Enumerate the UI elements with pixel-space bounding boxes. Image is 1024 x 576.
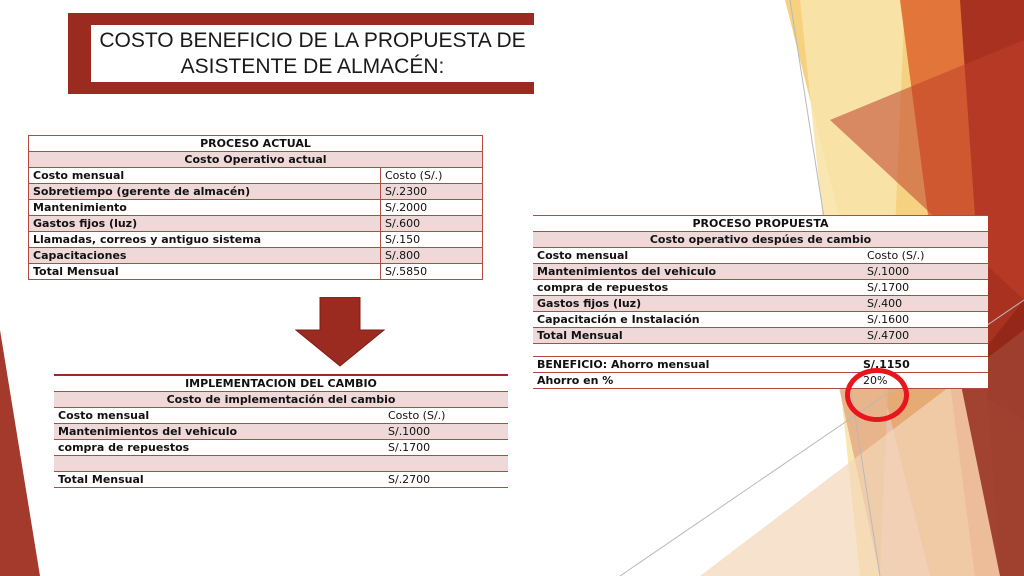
table-row-empty: [54, 456, 508, 472]
table-col-row: [533, 248, 988, 264]
table-total-row: [29, 264, 483, 280]
row-label: compra de repuestos: [54, 440, 384, 456]
row-value: S/.150: [381, 232, 483, 248]
table-row: [533, 280, 988, 296]
row-value: S/.5850: [381, 264, 483, 280]
row-label: Gastos fijos (luz): [533, 296, 863, 312]
beneficio-row: [533, 357, 988, 373]
row-value: S/.1000: [384, 424, 508, 440]
table-subheader-row: [29, 152, 483, 168]
title-line-2: ASISTENTE DE ALMACÉN:: [180, 54, 445, 78]
row-label: Total Mensual: [54, 472, 384, 488]
proceso-propuesta-table: [533, 215, 988, 389]
table-row: [533, 312, 988, 328]
row-label: Total Mensual: [29, 264, 381, 280]
row-value: S/.1600: [863, 312, 988, 328]
beneficio-value: S/.1150: [863, 357, 988, 373]
row-value: S/.2300: [381, 184, 483, 200]
implementacion-table: [54, 374, 508, 488]
proceso-actual-table: [28, 135, 483, 280]
ahorro-value: 20%: [863, 373, 988, 389]
table-header-row: [54, 375, 508, 392]
row-value: S/.1000: [863, 264, 988, 280]
col-costo-mensual: Costo mensual: [54, 408, 384, 424]
table-subheader: Costo de implementación del cambio: [54, 392, 508, 408]
table-col-row: [54, 408, 508, 424]
row-label: Mantenimientos del vehiculo: [533, 264, 863, 280]
table-row: [29, 200, 483, 216]
spacer: [533, 344, 863, 357]
col-costo-mensual: Costo mensual: [29, 168, 381, 184]
table-header: PROCESO PROPUESTA: [533, 216, 988, 232]
table-row: [54, 440, 508, 456]
row-label: Gastos fijos (luz): [29, 216, 381, 232]
row-value: S/.800: [381, 248, 483, 264]
row-value: S/.1700: [863, 280, 988, 296]
col-costo-soles: Costo (S/.): [863, 248, 988, 264]
row-label: Total Mensual: [533, 328, 863, 344]
table-header-row: [533, 216, 988, 232]
table-subheader: Costo operativo despúes de cambio: [533, 232, 988, 248]
beneficio-label: BENEFICIO: Ahorro mensual: [533, 357, 863, 373]
table-row: [533, 264, 988, 280]
table-row: [29, 248, 483, 264]
table-subheader-row: [54, 392, 508, 408]
ahorro-row: [533, 373, 988, 389]
row-label: compra de repuestos: [533, 280, 863, 296]
table-row: [54, 424, 508, 440]
ahorro-label: Ahorro en %: [533, 373, 863, 389]
row-value-empty: [384, 456, 508, 472]
row-value: S/.2700: [384, 472, 508, 488]
table-header: PROCESO ACTUAL: [29, 136, 483, 152]
row-label: Mantenimientos del vehiculo: [54, 424, 384, 440]
down-arrow-icon: [295, 297, 385, 367]
highlight-circle: [845, 368, 909, 422]
row-label-empty: [54, 456, 384, 472]
row-value: S/.4700: [863, 328, 988, 344]
row-value: S/.1700: [384, 440, 508, 456]
table-col-row: [29, 168, 483, 184]
table-subheader: Costo Operativo actual: [29, 152, 483, 168]
page-title: [91, 25, 534, 82]
table-header: IMPLEMENTACION DEL CAMBIO: [54, 375, 508, 392]
table-subheader-row: [533, 232, 988, 248]
row-label: Llamadas, correos y antiguo sistema: [29, 232, 381, 248]
table-header-row: [29, 136, 483, 152]
spacer: [863, 344, 988, 357]
row-value: S/.600: [381, 216, 483, 232]
row-label: Mantenimiento: [29, 200, 381, 216]
table-row: [29, 232, 483, 248]
table-row: [29, 184, 483, 200]
row-label: Capacitaciones: [29, 248, 381, 264]
row-value: S/.400: [863, 296, 988, 312]
col-costo-soles: Costo (S/.): [381, 168, 483, 184]
col-costo-mensual: Costo mensual: [533, 248, 863, 264]
title-line-1: COSTO BENEFICIO DE LA PROPUESTA DE: [99, 28, 526, 52]
table-total-row: [533, 328, 988, 344]
table-total-row: [54, 472, 508, 488]
table-spacer-row: [533, 344, 988, 357]
table-row: [533, 296, 988, 312]
row-label: Capacitación e Instalación: [533, 312, 863, 328]
col-costo-soles: Costo (S/.): [384, 408, 508, 424]
row-label: Sobretiempo (gerente de almacén): [29, 184, 381, 200]
row-value: S/.2000: [381, 200, 483, 216]
table-row: [29, 216, 483, 232]
